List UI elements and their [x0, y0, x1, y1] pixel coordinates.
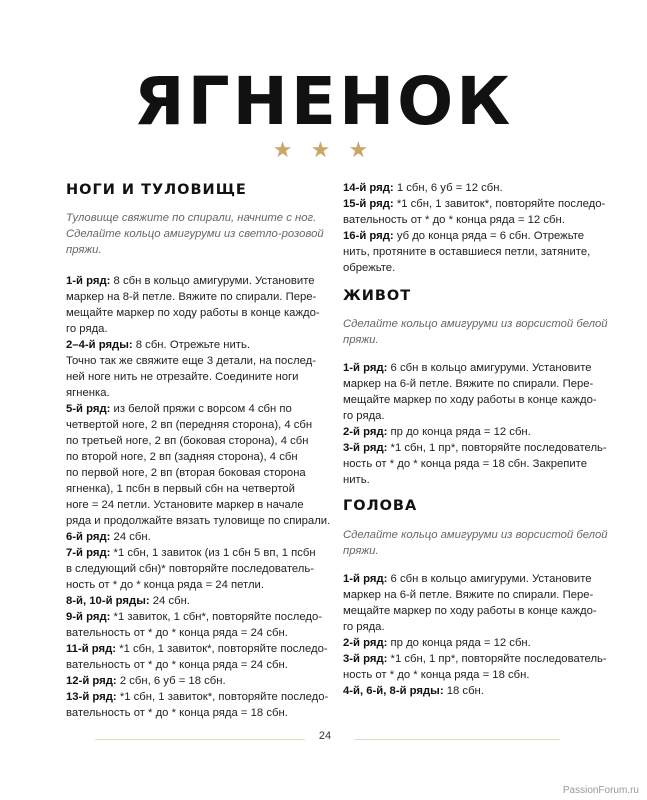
row-text: *1 сбн, 1 завиток*, повторяйте последо-: [393, 198, 606, 210]
instruction-line: [66, 369, 298, 385]
row-text: го ряда.: [343, 410, 385, 422]
row-text: *1 сбн, 1 завиток*, повторяйте последо-: [116, 691, 329, 703]
instruction-line: [343, 635, 531, 651]
instruction-line: [343, 392, 597, 408]
row-text: *1 сбн, 1 пр*, повторяйте последователь-: [387, 442, 607, 454]
star-icon: ★: [310, 137, 337, 162]
instruction-line: [66, 577, 264, 593]
row-label: 3-й ряд:: [343, 442, 388, 454]
row-text: нить.: [343, 474, 370, 486]
instruction-line: [66, 273, 315, 289]
row-label: 8-й, 10-й ряды:: [66, 595, 150, 607]
row-text: обрежьте.: [343, 262, 396, 274]
section-intro: Сделайте кольцо амигуруми из ворсистой белой: [343, 318, 608, 330]
row-label: 6-й ряд:: [66, 531, 111, 543]
row-text: вательность от * до * конца ряда = 12 сбн.: [343, 214, 565, 226]
section-intro: Туловище свяжите по спирали, начните с ног.: [66, 212, 317, 224]
section-intro: пряжи.: [343, 545, 379, 557]
row-text: ноге = 24 петли. Установите маркер в начале: [66, 499, 304, 511]
row-text: из белой пряжи с ворсом 4 сбн по: [110, 403, 292, 415]
instruction-line: [343, 456, 587, 472]
instruction-line: [66, 561, 314, 577]
row-text: по второй ноге, 2 вп (задняя сторона), 4 сбн: [66, 451, 298, 463]
section-heading-belly: ЖИВОТ: [343, 288, 412, 304]
instruction-line: [343, 619, 385, 635]
instruction-line: [66, 385, 110, 401]
instruction-line: [66, 353, 316, 369]
row-label: 2-й ряд:: [343, 426, 388, 438]
row-label: 11-й ряд:: [66, 643, 117, 655]
row-text: Точно так же свяжите еще 3 детали, на послед-: [66, 355, 316, 367]
row-label: 7-й ряд:: [66, 547, 111, 559]
instruction-line: [66, 625, 288, 641]
row-label: 1-й ряд:: [66, 275, 111, 287]
instruction-line: [66, 289, 316, 305]
instruction-line: [66, 321, 108, 337]
watermark: PassionForum.ru: [562, 785, 639, 796]
row-label: 2-й ряд:: [343, 637, 388, 649]
row-text: ность от * до * конца ряда = 24 петли.: [66, 579, 264, 591]
row-text: маркер на 8-й петле. Вяжите по спирали. Пере-: [66, 291, 317, 303]
star-icon: ★: [348, 137, 375, 162]
row-label: 1-й ряд:: [343, 362, 388, 374]
row-text: го ряда.: [343, 621, 385, 633]
row-label: 3-й ряд:: [343, 653, 388, 665]
page-number: 24: [318, 730, 332, 742]
section-intro: Сделайте кольцо амигуруми из светло-розовой: [66, 228, 324, 240]
row-label: 16-й ряд:: [343, 230, 394, 242]
row-text: четвертой ноге, 2 вп (передняя сторона), 4 сбн: [66, 419, 313, 431]
instruction-line: [343, 212, 565, 228]
instruction-line: [343, 651, 607, 667]
row-label: 4-й, 6-й, 8-й ряды:: [343, 685, 444, 697]
row-text: 8 сбн в кольцо амигуруми. Установите: [110, 275, 315, 287]
instruction-line: [66, 689, 328, 705]
row-text: маркер на 6-й петле. Вяжите по спирали. Пере-: [343, 378, 594, 390]
row-label: 12-й ряд:: [66, 675, 117, 687]
row-text: ней ноге нить не отрезайте. Соедините ноги: [66, 371, 299, 383]
section-intro: Сделайте кольцо амигуруми из ворсистой белой: [343, 529, 608, 541]
row-text: вательность от * до * конца ряда = 24 сбн.: [66, 627, 288, 639]
instruction-line: [343, 244, 590, 260]
row-label: 9-й ряд:: [66, 611, 111, 623]
row-text: 8 сбн. Отрежьте нить.: [132, 339, 250, 351]
instruction-line: [343, 440, 607, 456]
instruction-line: [343, 360, 592, 376]
row-text: по первой ноге, 2 вп (вторая боковая сторона: [66, 467, 306, 479]
row-label: 15-й ряд:: [343, 198, 394, 210]
instruction-line: [66, 657, 288, 673]
instruction-line: [66, 449, 298, 465]
row-label: 14-й ряд:: [343, 182, 394, 194]
section-intro: пряжи.: [343, 334, 379, 346]
row-text: *1 сбн, 1 завиток (из 1 сбн 5 вп, 1 псбн: [110, 547, 316, 559]
instruction-line: [66, 465, 306, 481]
instruction-line: [66, 337, 250, 353]
row-text: 2 сбн, 6 уб = 18 сбн.: [116, 675, 226, 687]
row-text: ность от * до * конца ряда = 18 сбн.: [343, 669, 530, 681]
instruction-line: [66, 609, 322, 625]
row-text: го ряда.: [66, 323, 108, 335]
row-text: ягненка.: [66, 387, 110, 399]
section-heading-legs-body: НОГИ И ТУЛОВИЩЕ: [66, 182, 247, 198]
instruction-line: [343, 667, 530, 683]
instruction-line: [343, 408, 385, 424]
instruction-line: [66, 513, 330, 529]
instruction-line: [66, 401, 292, 417]
row-text: в следующий сбн)* повторяйте последователь-: [66, 563, 315, 575]
row-text: ность от * до * конца ряда = 18 сбн. Закрепите: [343, 458, 588, 470]
instruction-line: [343, 683, 484, 699]
row-text: мещайте маркер по ходу работы в конце каждо-: [66, 307, 320, 319]
section-heading-head: ГОЛОВА: [343, 498, 418, 514]
instruction-line: [66, 545, 316, 561]
row-text: 24 сбн.: [149, 595, 190, 607]
instruction-line: [66, 497, 304, 513]
row-text: мещайте маркер по ходу работы в конце каждо-: [343, 605, 597, 617]
row-text: мещайте маркер по ходу работы в конце каждо-: [343, 394, 597, 406]
page-title: ЯГНЕНОК: [133, 63, 514, 140]
instruction-line: [343, 603, 597, 619]
instruction-line: [66, 641, 328, 657]
footer-rule-right: [355, 739, 560, 740]
row-label: 2–4-й ряды:: [66, 339, 133, 351]
row-text: нить, протяните в оставшиеся петли, затяните,: [343, 246, 591, 258]
instruction-line: [66, 481, 295, 497]
row-label: 13-й ряд:: [66, 691, 117, 703]
difficulty-stars: [0, 137, 647, 163]
row-text: *1 сбн, 1 завиток*, повторяйте последо-: [116, 643, 328, 655]
row-text: маркер на 6-й петле. Вяжите по спирали. Пере-: [343, 589, 594, 601]
instruction-line: [343, 180, 503, 196]
row-text: ягненка), 1 псбн в первый сбн на четвертой: [66, 483, 295, 495]
instruction-line: [66, 593, 190, 609]
row-text: вательность от * до * конца ряда = 18 сбн.: [66, 707, 288, 719]
row-text: пр до конца ряда = 12 сбн.: [387, 637, 531, 649]
instruction-line: [66, 305, 320, 321]
section-intro: пряжи.: [66, 244, 102, 256]
row-text: *1 сбн, 1 пр*, повторяйте последователь-: [387, 653, 607, 665]
instruction-line: [66, 417, 312, 433]
footer-rule-left: [95, 739, 305, 740]
row-text: 18 сбн.: [443, 685, 484, 697]
row-text: по третьей ноге, 2 вп (боковая сторона), 4 сбн: [66, 435, 309, 447]
row-text: 24 сбн.: [110, 531, 151, 543]
row-text: 1 сбн, 6 уб = 12 сбн.: [393, 182, 503, 194]
row-label: 1-й ряд:: [343, 573, 388, 585]
instruction-line: [343, 472, 370, 488]
row-text: уб до конца ряда = 6 сбн. Отрежьте: [393, 230, 585, 242]
star-icon: ★: [272, 137, 299, 162]
instruction-line: [66, 705, 288, 721]
instruction-line: [66, 433, 309, 449]
instruction-line: [343, 376, 593, 392]
instruction-line: [66, 673, 226, 689]
instruction-line: [343, 571, 592, 587]
instruction-line: [343, 260, 395, 276]
instruction-line: [343, 587, 593, 603]
row-text: 6 сбн в кольцо амигуруми. Установите: [387, 362, 592, 374]
row-text: *1 завиток, 1 сбн*, повторяйте последо-: [110, 611, 322, 623]
row-text: вательность от * до * конца ряда = 24 сбн.: [66, 659, 288, 671]
instruction-line: [343, 424, 531, 440]
instruction-line: [343, 228, 584, 244]
instruction-line: [66, 529, 151, 545]
row-text: 6 сбн в кольцо амигуруми. Установите: [387, 573, 592, 585]
instruction-line: [343, 196, 605, 212]
row-text: пр до конца ряда = 12 сбн.: [387, 426, 531, 438]
row-label: 5-й ряд:: [66, 403, 111, 415]
row-text: ряда и продолжайте вязать туловище по спирали.: [66, 515, 331, 527]
